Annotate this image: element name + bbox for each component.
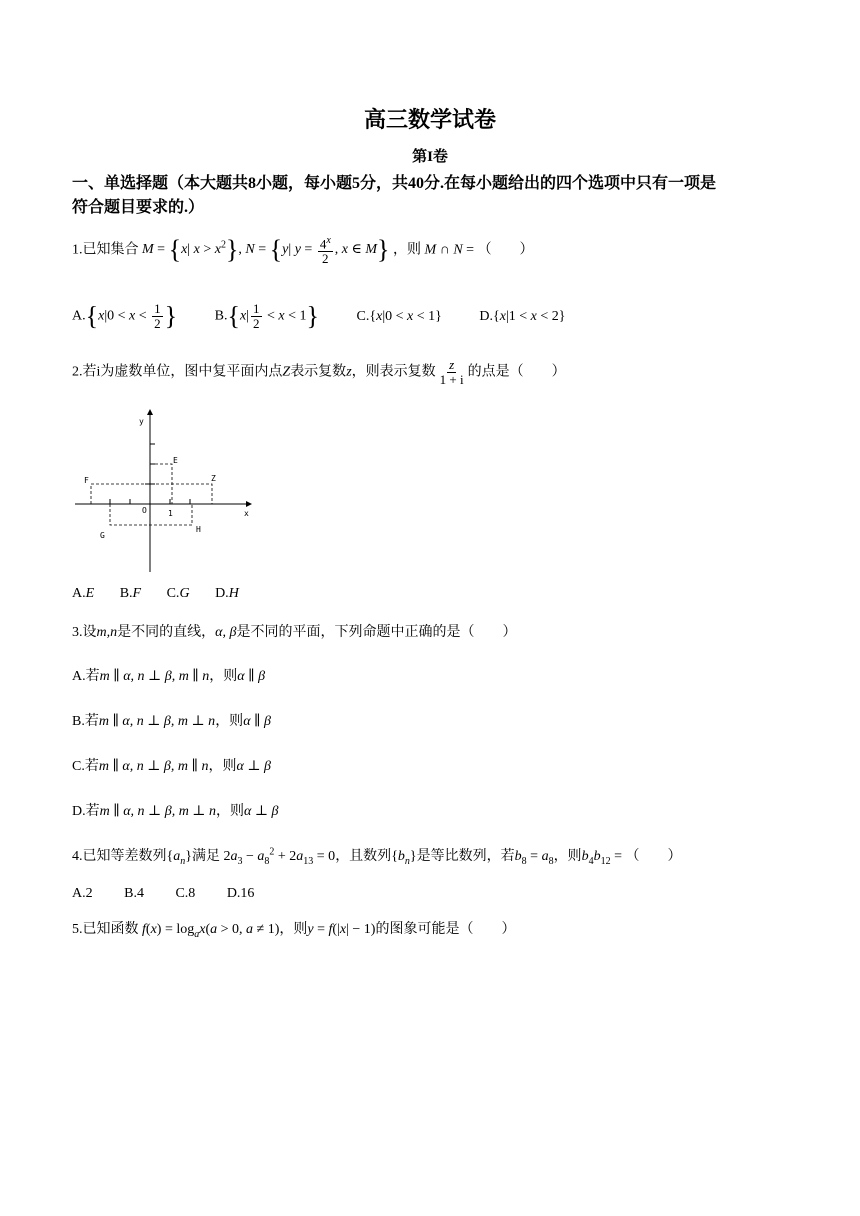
intersection-formula: M ∩ N = <box>424 242 475 258</box>
option-c: C.8 <box>175 886 196 901</box>
question-text: ，且数列 <box>335 849 392 864</box>
option-label: D.若 <box>72 804 100 819</box>
section-heading <box>72 172 716 220</box>
option-b: B.4 <box>124 886 144 901</box>
option-b <box>72 710 271 730</box>
option-a <box>72 586 94 601</box>
question-text: ，则 <box>553 849 582 864</box>
complex-fraction <box>438 358 466 387</box>
point-z: Z <box>282 364 291 380</box>
option-a: A.{x|0 < x < $\frac{1}{2}$ } <box>72 301 178 331</box>
option-result: α ∥ β <box>243 714 271 729</box>
question-1 <box>72 234 534 266</box>
option-condition: m ∥ α, n ⊥ β, m ∥ n <box>98 759 209 774</box>
question-1-options <box>72 302 599 331</box>
question-text: 的图象可能是（ ） <box>375 922 516 937</box>
option-result: α ∥ β <box>237 669 266 684</box>
question-text: 满足 <box>191 849 220 864</box>
question-4: 4.已知等差数列$\{a_n\}$满足 $2a_3 - a_8^2 + 2a_{13} = 0$，且数列$\{b_n\}$是等比数列，若$b_8 = a_8$，则$b_4b_{12}$ = （ ） <box>72 846 682 867</box>
question-text: 2.若 <box>72 364 97 380</box>
answer-bracket: （ ） <box>625 849 682 864</box>
question-text: 3.设 <box>72 625 97 640</box>
option-result: α ⊥ β <box>236 759 271 774</box>
option-d: D.16 <box>226 886 255 901</box>
option-c <box>72 755 271 775</box>
unit-label: 1 <box>168 509 173 518</box>
x-axis-arrow <box>246 501 252 507</box>
option-d: D.{x|1 < x < 2} <box>479 308 566 324</box>
section-heading-line-1: 一、单选择题（本大题共8小题，每小题5分，共40分.在每小题给出的四个选项中只有一项是 <box>72 175 717 192</box>
page-title: 高三数学试卷 <box>363 107 496 132</box>
dashed-guides <box>91 464 212 525</box>
option-c: C.{x|0 < x < 1} <box>356 308 442 324</box>
option-a <box>72 665 265 685</box>
option-label: A. <box>72 308 86 324</box>
option-value: E <box>85 586 95 601</box>
origin-label: O <box>142 506 147 515</box>
point-h-label: H <box>196 525 201 534</box>
option-label: B.若 <box>72 714 99 729</box>
option-condition: m ∥ α, n ⊥ β, m ∥ n <box>99 669 210 684</box>
question-text: 5.已知函数 <box>72 922 139 937</box>
question-text: 4.已知等差数列 <box>72 849 167 864</box>
composite-formula: y = f(|x| − 1) <box>307 922 376 937</box>
y-axis-label: y <box>139 417 144 426</box>
guide-g-h <box>110 504 192 525</box>
point-z-label: Z <box>211 474 216 483</box>
question-text: 为虚数单位，图中复平面内点 <box>100 364 283 380</box>
option-label: B. <box>214 308 228 324</box>
option-label: C. <box>166 586 180 601</box>
question-text: ，则表示复数 <box>351 364 436 380</box>
option-c <box>167 586 190 601</box>
option-text: ，则 <box>215 804 244 819</box>
option-condition: m ∥ α, n ⊥ β, m ⊥ n <box>98 714 216 729</box>
question-text: 的点是（ ） <box>467 364 566 380</box>
set-definition-formula: M = {x| $x > x^2$}, N = {y| y = $\frac{4^x}{2}$ , x ∈ M} <box>142 235 390 267</box>
equation-formula: $2a_3 - a_8^2 + 2a_{13} = 0$ <box>223 846 336 867</box>
option-label: A.若 <box>72 669 100 684</box>
option-d <box>72 800 278 820</box>
complex-plane-figure <box>70 406 260 576</box>
fraction-numerator: z <box>449 357 455 372</box>
section-heading-line-2: 符合题目要求的.） <box>72 199 205 216</box>
option-value: F <box>132 586 142 601</box>
option-label: D. <box>215 586 229 601</box>
function-formula: $f(x) = \log_ax(a > 0$, a ≠ 1) <box>142 922 280 940</box>
option-label: D. <box>479 308 493 324</box>
question-text: ，则 <box>393 242 422 258</box>
fraction-denominator: 1 + i <box>439 372 464 387</box>
point-f-label: F <box>84 476 89 485</box>
question-text: 是不同的直线， <box>117 625 216 640</box>
question-2-options <box>72 586 239 602</box>
option-text: ，则 <box>215 714 244 729</box>
complex-z: z <box>346 364 352 380</box>
option-d <box>215 586 239 601</box>
question-text: 表示复数 <box>290 364 347 380</box>
option-value: G <box>179 586 190 601</box>
guide-f-z <box>91 484 212 504</box>
option-text: ，则 <box>208 759 237 774</box>
question-text: 是等比数列，若 <box>416 849 515 864</box>
x-axis-label: x <box>244 509 249 518</box>
lines-symbol: m,n <box>96 625 118 640</box>
option-result: α ⊥ β <box>243 804 279 819</box>
option-value: H <box>228 586 239 601</box>
question-2 <box>72 358 566 387</box>
point-g-label: G <box>100 531 105 540</box>
question-number: 1. <box>72 242 83 258</box>
question-3 <box>72 621 516 641</box>
option-b: B.{x| $\frac{1}{2}$ < x < 1} <box>214 301 320 331</box>
axes <box>75 409 252 572</box>
answer-bracket: （ ） <box>477 242 534 258</box>
question-text: 已知集合 <box>82 242 139 258</box>
option-label: A. <box>72 586 86 601</box>
option-text: ，则 <box>209 669 238 684</box>
imaginary-unit: i <box>96 364 101 380</box>
planes-symbol: α, β <box>215 625 237 640</box>
question-5 <box>72 918 515 940</box>
question-text: ，则 <box>279 922 308 937</box>
y-axis-arrow <box>147 409 153 415</box>
option-a: A.2 <box>72 886 93 901</box>
option-label: B. <box>119 586 133 601</box>
question-text: 是不同的平面，下列命题中正确的是（ ） <box>236 625 517 640</box>
question-4-options <box>72 886 254 902</box>
option-label: C.若 <box>72 759 99 774</box>
option-condition: m ∥ α, n ⊥ β, m ⊥ n <box>99 804 216 819</box>
option-label: C. <box>356 308 370 324</box>
option-b <box>120 586 141 601</box>
point-e-label: E <box>173 456 178 465</box>
volume-heading: 第I卷 <box>412 149 448 165</box>
